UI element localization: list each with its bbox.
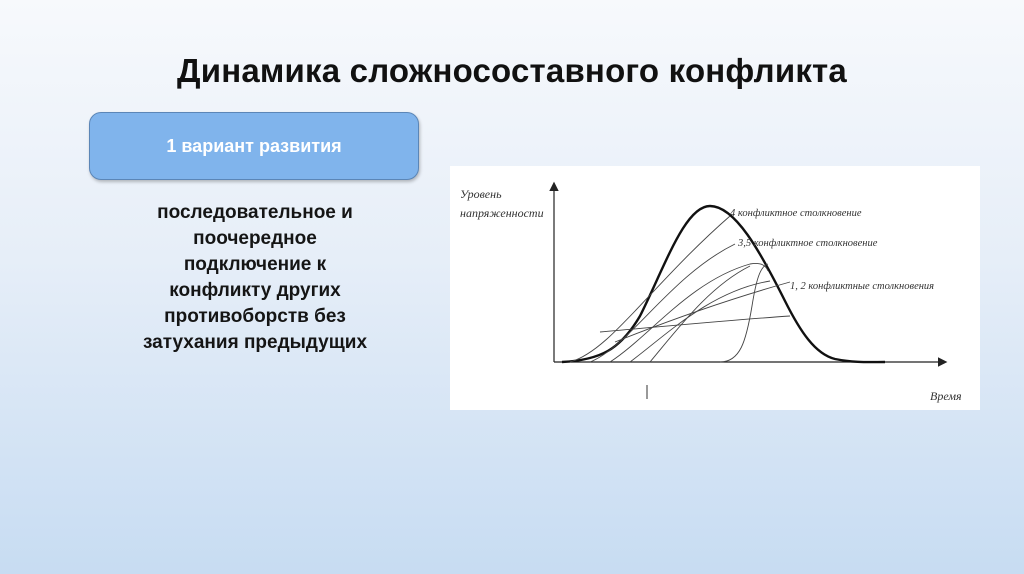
annotation-label: 1, 2 конфликтные столкновения (790, 281, 935, 292)
variant-button[interactable] (89, 112, 419, 180)
annotation-label: 4 конфликтное столкновение (730, 208, 862, 219)
collision-curve (570, 216, 730, 362)
description-line: подключение к (183, 254, 327, 275)
variant-label: 1 вариант развития (166, 135, 342, 156)
description-line: затухания предыдущих (142, 332, 368, 353)
y-axis-label-line1: Уровень (460, 187, 502, 201)
x-axis-label: Время (930, 389, 962, 403)
collision-curve (590, 244, 735, 362)
annotation-label: 3,5 конфликтное столкновение (738, 238, 878, 249)
description-text (95, 200, 415, 356)
y-axis-label-line2: напряженности (460, 206, 544, 220)
description-line: поочередное (193, 228, 317, 249)
collision-curve (650, 266, 750, 362)
collision-curve (720, 264, 768, 362)
description-line: последовательное и (157, 202, 353, 223)
diagram-svg (450, 166, 980, 410)
conflict-dynamics-diagram (450, 166, 980, 410)
description-line: конфликту других (169, 280, 341, 301)
description-line: противоборств без (164, 306, 346, 327)
slide-title: Динамика сложносоставного конфликта (177, 52, 847, 89)
baseline-tick (646, 385, 648, 399)
